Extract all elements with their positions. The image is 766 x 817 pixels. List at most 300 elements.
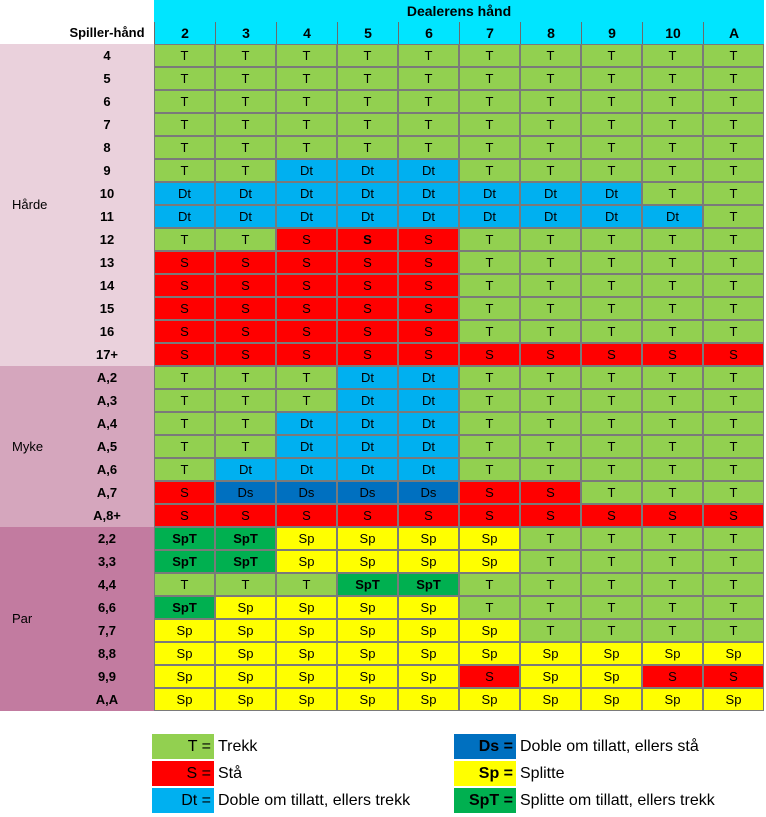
action-cell: T <box>703 228 764 251</box>
dealer-card-5: 5 <box>337 22 398 44</box>
action-cell: S <box>215 504 276 527</box>
action-cell: T <box>581 596 642 619</box>
action-cell: S <box>154 481 215 504</box>
action-cell: SpT <box>154 550 215 573</box>
action-cell: T <box>642 44 703 67</box>
action-cell: S <box>459 665 520 688</box>
dealer-card-2: 2 <box>154 22 215 44</box>
action-cell: Sp <box>337 642 398 665</box>
action-cell: Sp <box>337 619 398 642</box>
action-cell: T <box>642 389 703 412</box>
action-cell: Sp <box>398 665 459 688</box>
action-cell: Sp <box>581 665 642 688</box>
action-cell: Dt <box>337 435 398 458</box>
action-cell: S <box>642 343 703 366</box>
action-cell: S <box>276 228 337 251</box>
action-cell: T <box>215 228 276 251</box>
action-cell: SpT <box>215 550 276 573</box>
player-hand-label: A,3 <box>96 393 118 408</box>
action-cell: T <box>581 366 642 389</box>
action-cell: T <box>398 113 459 136</box>
action-cell: Sp <box>459 550 520 573</box>
action-cell: T <box>215 67 276 90</box>
action-cell: T <box>581 619 642 642</box>
dealer-card-3: 3 <box>215 22 276 44</box>
action-cell: T <box>703 481 764 504</box>
action-cell: SpT <box>398 573 459 596</box>
action-cell: Sp <box>154 665 215 688</box>
action-cell: Sp <box>337 596 398 619</box>
action-cell: Sp <box>642 642 703 665</box>
action-cell: T <box>154 136 215 159</box>
action-cell: S <box>459 481 520 504</box>
action-cell: Sp <box>337 527 398 550</box>
action-cell: T <box>703 596 764 619</box>
player-hand-label: 8,8 <box>97 646 117 661</box>
action-cell: T <box>520 67 581 90</box>
action-cell: T <box>459 389 520 412</box>
action-cell: Sp <box>154 688 215 711</box>
action-cell: T <box>459 159 520 182</box>
legend-key-ds: Ds = <box>454 734 516 759</box>
action-cell: T <box>520 619 581 642</box>
action-cell: T <box>703 113 764 136</box>
action-cell: S <box>154 504 215 527</box>
action-cell: T <box>520 389 581 412</box>
action-cell: T <box>215 389 276 412</box>
action-cell: T <box>215 90 276 113</box>
player-hand-label: 13 <box>99 255 115 270</box>
action-cell: T <box>703 412 764 435</box>
legend-key-sp: Sp = <box>454 761 516 786</box>
action-cell: T <box>520 458 581 481</box>
action-cell: T <box>703 44 764 67</box>
dealer-card-9: 9 <box>581 22 642 44</box>
action-cell: Sp <box>276 688 337 711</box>
action-cell: T <box>703 182 764 205</box>
action-cell: T <box>215 573 276 596</box>
action-cell: T <box>215 113 276 136</box>
action-cell: Dt <box>337 205 398 228</box>
action-cell: Sp <box>215 619 276 642</box>
action-cell: T <box>154 228 215 251</box>
action-cell: T <box>581 67 642 90</box>
player-hand-label: A,4 <box>96 416 118 431</box>
action-cell: Dt <box>276 458 337 481</box>
action-cell: Dt <box>215 205 276 228</box>
player-hand-label: 11 <box>100 209 114 224</box>
action-cell: Dt <box>276 435 337 458</box>
action-cell: Dt <box>276 159 337 182</box>
action-cell: T <box>642 435 703 458</box>
action-cell: T <box>154 159 215 182</box>
player-hand-label: A,8+ <box>93 508 121 523</box>
action-cell: T <box>459 458 520 481</box>
action-cell: T <box>520 136 581 159</box>
action-cell: T <box>703 619 764 642</box>
legend-text-dt: Doble om tillatt, ellers trekk <box>218 792 411 809</box>
action-cell: T <box>520 113 581 136</box>
action-cell: T <box>642 458 703 481</box>
action-cell: T <box>337 136 398 159</box>
dealer-card-4: 4 <box>276 22 337 44</box>
player-hand-label: 15 <box>99 301 115 316</box>
action-cell: Sp <box>276 550 337 573</box>
action-cell: T <box>520 527 581 550</box>
action-cell: S <box>337 228 398 251</box>
action-cell: Dt <box>398 435 459 458</box>
action-cell: T <box>154 573 215 596</box>
action-cell: Dt <box>398 159 459 182</box>
action-cell: T <box>459 67 520 90</box>
action-cell: T <box>459 435 520 458</box>
action-cell: T <box>581 90 642 113</box>
action-cell: T <box>703 527 764 550</box>
action-cell: T <box>337 67 398 90</box>
action-cell: T <box>703 136 764 159</box>
legend-key-dt: Dt = <box>152 788 214 813</box>
player-hand-label: 16 <box>99 324 115 339</box>
action-cell: T <box>581 435 642 458</box>
action-cell: Sp <box>459 527 520 550</box>
action-cell: Sp <box>215 642 276 665</box>
action-cell: T <box>703 297 764 320</box>
action-cell: T <box>581 320 642 343</box>
action-cell: T <box>703 389 764 412</box>
action-cell: Sp <box>703 642 764 665</box>
action-cell: S <box>337 251 398 274</box>
action-cell: Sp <box>398 596 459 619</box>
action-cell: S <box>276 274 337 297</box>
action-cell: S <box>703 504 764 527</box>
action-cell: T <box>520 596 581 619</box>
action-cell: SpT <box>154 527 215 550</box>
action-cell: Sp <box>215 665 276 688</box>
action-cell: S <box>520 343 581 366</box>
action-cell: S <box>154 251 215 274</box>
action-cell: T <box>337 44 398 67</box>
player-hand-label: 2,2 <box>97 531 117 546</box>
action-cell: T <box>703 251 764 274</box>
player-hand-label: 12 <box>99 232 115 247</box>
action-cell: T <box>459 596 520 619</box>
action-cell: T <box>520 550 581 573</box>
action-cell: T <box>642 90 703 113</box>
action-cell: Sp <box>276 665 337 688</box>
legend-key-t: T = <box>152 734 214 759</box>
action-cell: T <box>276 389 337 412</box>
action-cell: Dt <box>276 205 337 228</box>
action-cell: Sp <box>459 619 520 642</box>
action-cell: Dt <box>459 205 520 228</box>
action-cell: Sp <box>581 642 642 665</box>
action-cell: SpT <box>337 573 398 596</box>
action-cell: T <box>276 67 337 90</box>
action-cell: S <box>581 504 642 527</box>
action-cell: Sp <box>642 688 703 711</box>
action-cell: T <box>642 573 703 596</box>
action-cell: T <box>459 90 520 113</box>
legend-key-s: S = <box>152 761 214 786</box>
action-cell: T <box>337 90 398 113</box>
player-hand-header: Spiller-hånd <box>69 25 145 40</box>
action-cell: T <box>581 527 642 550</box>
action-cell: Sp <box>398 527 459 550</box>
action-cell: T <box>581 113 642 136</box>
group-label: Myke <box>12 438 44 454</box>
player-hand-label: 9 <box>103 163 111 178</box>
action-cell: T <box>581 412 642 435</box>
action-cell: Ds <box>215 481 276 504</box>
action-cell: Dt <box>337 412 398 435</box>
action-cell: Ds <box>398 481 459 504</box>
action-cell: T <box>215 44 276 67</box>
action-cell: T <box>459 44 520 67</box>
action-cell: T <box>459 274 520 297</box>
player-hand-label: 3,3 <box>97 554 117 569</box>
action-cell: T <box>154 389 215 412</box>
action-cell: T <box>703 366 764 389</box>
player-hand-label: 10 <box>99 186 115 201</box>
action-cell: T <box>703 90 764 113</box>
action-cell: T <box>276 90 337 113</box>
action-cell: Sp <box>276 596 337 619</box>
action-cell: S <box>520 504 581 527</box>
action-cell: Dt <box>398 458 459 481</box>
action-cell: Dt <box>398 205 459 228</box>
action-cell: S <box>337 320 398 343</box>
player-hand-label: 5 <box>103 71 111 86</box>
action-cell: Sp <box>154 642 215 665</box>
action-cell: Dt <box>215 458 276 481</box>
action-cell: Dt <box>337 389 398 412</box>
action-cell: T <box>520 44 581 67</box>
action-cell: T <box>703 550 764 573</box>
player-hand-label: 9,9 <box>97 669 117 684</box>
action-cell: T <box>642 550 703 573</box>
action-cell: Dt <box>581 205 642 228</box>
action-cell: T <box>459 573 520 596</box>
action-cell: Sp <box>154 619 215 642</box>
action-cell: T <box>215 412 276 435</box>
action-cell: Sp <box>398 688 459 711</box>
group-label: Par <box>12 611 33 626</box>
action-cell: T <box>520 366 581 389</box>
action-cell: T <box>154 435 215 458</box>
action-cell: S <box>215 251 276 274</box>
action-cell: Dt <box>581 182 642 205</box>
action-cell: Ds <box>276 481 337 504</box>
action-cell: S <box>398 251 459 274</box>
dealer-card-8: 8 <box>520 22 581 44</box>
action-cell: S <box>520 481 581 504</box>
legend-key-spt: SpT = <box>454 788 516 813</box>
action-cell: S <box>398 504 459 527</box>
action-cell: T <box>215 366 276 389</box>
action-cell: T <box>642 320 703 343</box>
player-hand-label: 7 <box>103 117 111 132</box>
action-cell: T <box>520 412 581 435</box>
action-cell: T <box>520 90 581 113</box>
player-hand-label: 4 <box>103 48 111 63</box>
legend-text-sp: Splitte <box>520 765 565 782</box>
action-cell: Sp <box>398 642 459 665</box>
action-cell: Dt <box>520 205 581 228</box>
action-cell: Dt <box>398 366 459 389</box>
action-cell: T <box>642 136 703 159</box>
legend-text-ds: Doble om tillatt, ellers stå <box>520 738 699 755</box>
action-cell: Dt <box>642 205 703 228</box>
action-cell: S <box>703 665 764 688</box>
action-cell: Dt <box>337 159 398 182</box>
action-cell: T <box>642 113 703 136</box>
action-cell: T <box>459 251 520 274</box>
action-cell: T <box>642 619 703 642</box>
action-cell: T <box>154 90 215 113</box>
player-hand-label: 8 <box>103 140 111 155</box>
action-cell: SpT <box>154 596 215 619</box>
action-cell: Dt <box>337 366 398 389</box>
action-cell: S <box>398 228 459 251</box>
action-cell: S <box>642 665 703 688</box>
player-hand-label: 6 <box>103 94 111 109</box>
player-hand-label: A,5 <box>96 439 118 454</box>
action-cell: Sp <box>276 642 337 665</box>
action-cell: T <box>703 67 764 90</box>
action-cell: T <box>276 366 337 389</box>
action-cell: T <box>581 297 642 320</box>
action-cell: S <box>642 504 703 527</box>
action-cell: T <box>642 182 703 205</box>
action-cell: Dt <box>398 389 459 412</box>
action-cell: Dt <box>154 182 215 205</box>
action-cell: T <box>581 389 642 412</box>
action-cell: T <box>520 274 581 297</box>
action-cell: T <box>703 573 764 596</box>
action-cell: Sp <box>337 688 398 711</box>
action-cell: Dt <box>276 182 337 205</box>
action-cell: S <box>215 343 276 366</box>
action-cell: T <box>703 320 764 343</box>
legend-text-spt: Splitte om tillatt, ellers trekk <box>520 792 715 809</box>
dealer-card-6: 6 <box>398 22 459 44</box>
player-hand-label: 4,4 <box>97 577 117 592</box>
action-cell: S <box>337 504 398 527</box>
action-cell: T <box>215 435 276 458</box>
action-cell: T <box>703 458 764 481</box>
action-cell: S <box>154 274 215 297</box>
action-cell: Ds <box>337 481 398 504</box>
action-cell: Dt <box>276 412 337 435</box>
action-cell: S <box>154 297 215 320</box>
action-cell: T <box>459 136 520 159</box>
action-cell: T <box>154 366 215 389</box>
player-hand-label: 7,7 <box>97 623 117 638</box>
action-cell: T <box>581 274 642 297</box>
action-cell: T <box>642 366 703 389</box>
action-cell: T <box>703 435 764 458</box>
action-cell: Sp <box>398 550 459 573</box>
action-cell: S <box>337 274 398 297</box>
action-cell: S <box>276 343 337 366</box>
action-cell: Sp <box>581 688 642 711</box>
action-cell: Sp <box>337 665 398 688</box>
action-cell: T <box>276 136 337 159</box>
player-hand-label: 14 <box>99 278 115 293</box>
action-cell: S <box>154 320 215 343</box>
action-cell: Dt <box>459 182 520 205</box>
player-hand-label: A,6 <box>96 462 118 477</box>
action-cell: T <box>581 251 642 274</box>
legend-text-s: Stå <box>218 765 243 782</box>
action-cell: S <box>276 504 337 527</box>
action-cell: Dt <box>398 412 459 435</box>
action-cell: Sp <box>398 619 459 642</box>
action-cell: SpT <box>215 527 276 550</box>
legend-text-t: Trekk <box>218 738 258 755</box>
action-cell: Dt <box>215 182 276 205</box>
action-cell: T <box>520 435 581 458</box>
action-cell: S <box>215 320 276 343</box>
action-cell: T <box>215 136 276 159</box>
action-cell: T <box>642 412 703 435</box>
action-cell: T <box>581 481 642 504</box>
action-cell: T <box>276 113 337 136</box>
action-cell: T <box>459 113 520 136</box>
action-cell: T <box>642 159 703 182</box>
action-cell: S <box>276 320 337 343</box>
action-cell: T <box>642 251 703 274</box>
action-cell: S <box>215 274 276 297</box>
action-cell: S <box>337 297 398 320</box>
action-cell: Sp <box>215 596 276 619</box>
action-cell: Sp <box>276 527 337 550</box>
action-cell: Dt <box>520 182 581 205</box>
action-cell: T <box>642 297 703 320</box>
action-cell: T <box>215 159 276 182</box>
action-cell: T <box>520 228 581 251</box>
action-cell: Sp <box>520 665 581 688</box>
player-hand-label: A,2 <box>96 370 118 385</box>
action-cell: T <box>581 573 642 596</box>
action-cell: T <box>581 136 642 159</box>
player-hand-label: A,7 <box>96 485 118 500</box>
action-cell: T <box>642 596 703 619</box>
action-cell: S <box>459 343 520 366</box>
action-cell: T <box>520 159 581 182</box>
action-cell: Sp <box>703 688 764 711</box>
action-cell: T <box>581 550 642 573</box>
player-hand-label: A,A <box>95 692 119 707</box>
action-cell: S <box>398 274 459 297</box>
action-cell: T <box>398 67 459 90</box>
action-cell: T <box>276 573 337 596</box>
action-cell: Dt <box>398 182 459 205</box>
action-cell: T <box>703 205 764 228</box>
action-cell: T <box>154 113 215 136</box>
action-cell: Dt <box>337 458 398 481</box>
action-cell: S <box>703 343 764 366</box>
action-cell: T <box>520 251 581 274</box>
action-cell: T <box>642 67 703 90</box>
action-cell: T <box>459 297 520 320</box>
action-cell: Sp <box>520 642 581 665</box>
action-cell: T <box>703 159 764 182</box>
action-cell: Sp <box>459 642 520 665</box>
dealer-hand-title: Dealerens hånd <box>154 0 764 22</box>
action-cell: T <box>581 458 642 481</box>
action-cell: S <box>581 343 642 366</box>
